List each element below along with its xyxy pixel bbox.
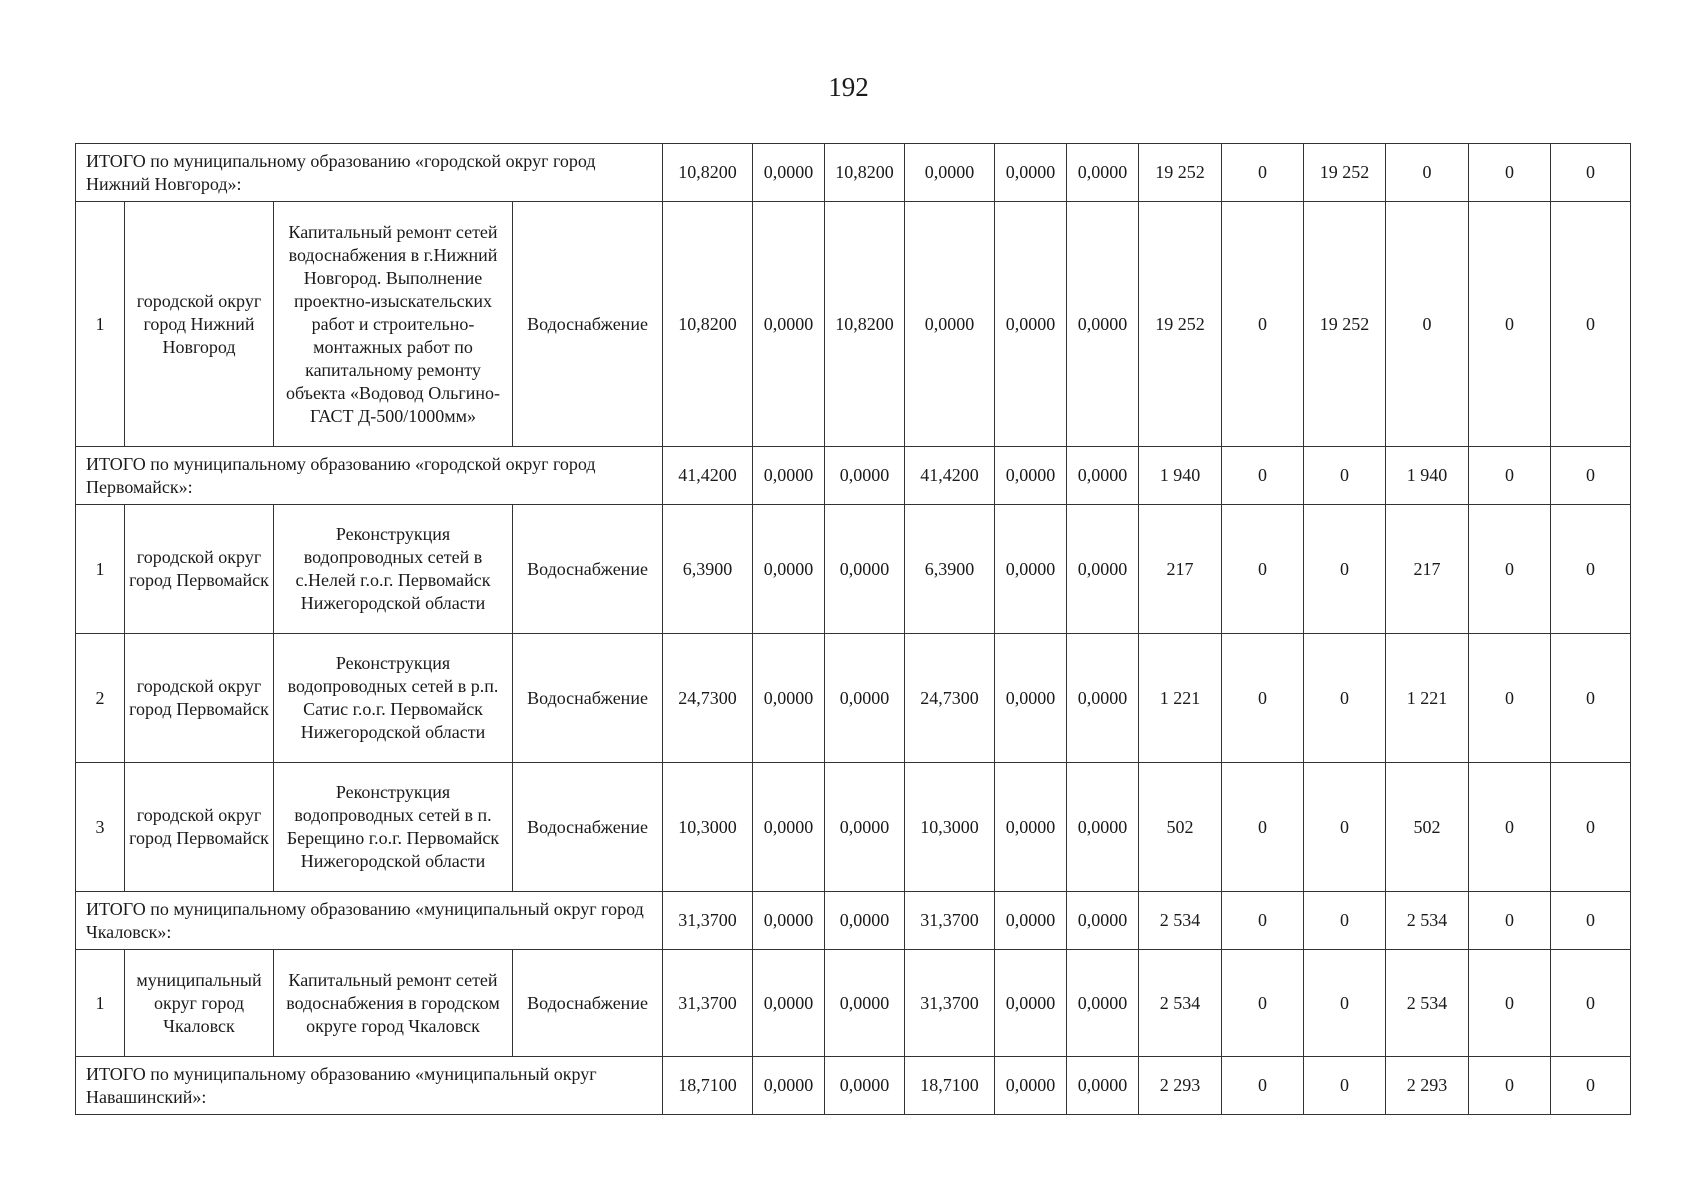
value-cell: 10,8200 bbox=[825, 202, 905, 447]
value-cell: 0,0000 bbox=[825, 950, 905, 1057]
value-cell: 217 bbox=[1139, 505, 1222, 634]
value-cell: 6,3900 bbox=[905, 505, 995, 634]
value-cell: 0 bbox=[1222, 202, 1304, 447]
total-row bbox=[76, 1057, 1631, 1115]
value-cell: 0 bbox=[1469, 1057, 1551, 1115]
value-cell: 0 bbox=[1386, 202, 1469, 447]
item-row bbox=[76, 950, 1631, 1057]
value-cell: 0,0000 bbox=[753, 950, 825, 1057]
category-cell: Водоснабжение bbox=[513, 950, 663, 1057]
value-cell: 19 252 bbox=[1304, 144, 1386, 202]
value-cell: 0 bbox=[1469, 763, 1551, 892]
value-cell: 10,3000 bbox=[663, 763, 753, 892]
value-cell: 0 bbox=[1222, 892, 1304, 950]
total-label: ИТОГО по муниципальному образованию «городской округ город Нижний Новгород»: bbox=[76, 144, 663, 202]
value-cell: 0,0000 bbox=[1067, 505, 1139, 634]
value-cell: 41,4200 bbox=[905, 447, 995, 505]
value-cell: 31,3700 bbox=[663, 950, 753, 1057]
value-cell: 19 252 bbox=[1304, 202, 1386, 447]
value-cell: 18,7100 bbox=[663, 1057, 753, 1115]
value-cell: 217 bbox=[1386, 505, 1469, 634]
total-row bbox=[76, 144, 1631, 202]
page-number: 192 bbox=[828, 72, 869, 102]
row-number: 1 bbox=[76, 202, 125, 447]
value-cell: 0 bbox=[1551, 1057, 1631, 1115]
value-cell: 24,7300 bbox=[663, 634, 753, 763]
value-cell: 10,8200 bbox=[825, 144, 905, 202]
value-cell: 0,0000 bbox=[825, 763, 905, 892]
value-cell: 0 bbox=[1222, 634, 1304, 763]
item-row bbox=[76, 763, 1631, 892]
value-cell: 0,0000 bbox=[905, 144, 995, 202]
value-cell: 0 bbox=[1551, 634, 1631, 763]
value-cell: 24,7300 bbox=[905, 634, 995, 763]
value-cell: 0,0000 bbox=[995, 892, 1067, 950]
value-cell: 0,0000 bbox=[825, 634, 905, 763]
total-row bbox=[76, 447, 1631, 505]
total-label: ИТОГО по муниципальному образованию «городской округ город Первомайск»: bbox=[76, 447, 663, 505]
value-cell: 0 bbox=[1222, 447, 1304, 505]
value-cell: 0,0000 bbox=[1067, 950, 1139, 1057]
value-cell: 31,3700 bbox=[905, 892, 995, 950]
value-cell: 0 bbox=[1551, 144, 1631, 202]
object-cell: Реконструкция водопроводных сетей в р.п. Сатис г.о.г. Первомайск Нижегородской области bbox=[274, 634, 513, 763]
value-cell: 18,7100 bbox=[905, 1057, 995, 1115]
value-cell: 0 bbox=[1304, 634, 1386, 763]
district-cell: городской округ город Первомайск bbox=[125, 634, 274, 763]
value-cell: 10,8200 bbox=[663, 202, 753, 447]
value-cell: 2 534 bbox=[1386, 950, 1469, 1057]
value-cell: 1 940 bbox=[1139, 447, 1222, 505]
value-cell: 0 bbox=[1386, 144, 1469, 202]
value-cell: 41,4200 bbox=[663, 447, 753, 505]
value-cell: 6,3900 bbox=[663, 505, 753, 634]
value-cell: 10,3000 bbox=[905, 763, 995, 892]
row-number: 1 bbox=[76, 505, 125, 634]
value-cell: 0,0000 bbox=[1067, 447, 1139, 505]
value-cell: 0 bbox=[1469, 144, 1551, 202]
value-cell: 0,0000 bbox=[825, 505, 905, 634]
value-cell: 1 940 bbox=[1386, 447, 1469, 505]
value-cell: 0 bbox=[1469, 950, 1551, 1057]
value-cell: 0 bbox=[1551, 892, 1631, 950]
value-cell: 10,8200 bbox=[663, 144, 753, 202]
value-cell: 0 bbox=[1469, 505, 1551, 634]
value-cell: 0,0000 bbox=[1067, 634, 1139, 763]
row-number: 3 bbox=[76, 763, 125, 892]
value-cell: 0,0000 bbox=[995, 505, 1067, 634]
value-cell: 502 bbox=[1139, 763, 1222, 892]
category-cell: Водоснабжение bbox=[513, 202, 663, 447]
object-cell: Капитальный ремонт сетей водоснабжения в г.Нижний Новгород. Выполнение проектно-изыскательских работ и строительно-монтажных работ по капитальному ремонту объекта «Водовод Ольгино-ГАСТ Д-500/1000мм» bbox=[274, 202, 513, 447]
value-cell: 0,0000 bbox=[753, 763, 825, 892]
value-cell: 1 221 bbox=[1139, 634, 1222, 763]
value-cell: 0,0000 bbox=[753, 202, 825, 447]
value-cell: 0,0000 bbox=[1067, 144, 1139, 202]
value-cell: 0,0000 bbox=[995, 447, 1067, 505]
district-cell: городской округ город Первомайск bbox=[125, 505, 274, 634]
value-cell: 0,0000 bbox=[825, 892, 905, 950]
value-cell: 0 bbox=[1304, 505, 1386, 634]
program-table bbox=[75, 143, 1631, 1115]
district-cell: муниципальный округ город Чкаловск bbox=[125, 950, 274, 1057]
value-cell: 0,0000 bbox=[995, 950, 1067, 1057]
category-cell: Водоснабжение bbox=[513, 505, 663, 634]
value-cell: 0 bbox=[1222, 950, 1304, 1057]
value-cell: 0 bbox=[1222, 763, 1304, 892]
value-cell: 0,0000 bbox=[753, 634, 825, 763]
value-cell: 0,0000 bbox=[753, 447, 825, 505]
value-cell: 0,0000 bbox=[753, 505, 825, 634]
value-cell: 0,0000 bbox=[905, 202, 995, 447]
total-label: ИТОГО по муниципальному образованию «муниципальный округ Навашинский»: bbox=[76, 1057, 663, 1115]
value-cell: 0 bbox=[1222, 1057, 1304, 1115]
value-cell: 0 bbox=[1304, 950, 1386, 1057]
value-cell: 0,0000 bbox=[753, 1057, 825, 1115]
value-cell: 0,0000 bbox=[995, 202, 1067, 447]
value-cell: 2 534 bbox=[1139, 892, 1222, 950]
value-cell: 0,0000 bbox=[1067, 202, 1139, 447]
value-cell: 0 bbox=[1551, 202, 1631, 447]
value-cell: 0,0000 bbox=[995, 634, 1067, 763]
item-row bbox=[76, 505, 1631, 634]
value-cell: 2 293 bbox=[1139, 1057, 1222, 1115]
item-row bbox=[76, 634, 1631, 763]
district-cell: городской округ город Первомайск bbox=[125, 763, 274, 892]
value-cell: 2 534 bbox=[1139, 950, 1222, 1057]
value-cell: 0,0000 bbox=[1067, 763, 1139, 892]
value-cell: 0 bbox=[1222, 505, 1304, 634]
value-cell: 0 bbox=[1469, 892, 1551, 950]
value-cell: 31,3700 bbox=[663, 892, 753, 950]
row-number: 2 bbox=[76, 634, 125, 763]
value-cell: 0,0000 bbox=[995, 763, 1067, 892]
value-cell: 0 bbox=[1551, 447, 1631, 505]
value-cell: 0,0000 bbox=[753, 144, 825, 202]
value-cell: 0,0000 bbox=[825, 1057, 905, 1115]
value-cell: 0 bbox=[1304, 892, 1386, 950]
category-cell: Водоснабжение bbox=[513, 763, 663, 892]
value-cell: 0 bbox=[1551, 950, 1631, 1057]
value-cell: 0,0000 bbox=[753, 892, 825, 950]
object-cell: Реконструкция водопроводных сетей в с.Нелей г.о.г. Первомайск Нижегородской области bbox=[274, 505, 513, 634]
value-cell: 0,0000 bbox=[1067, 1057, 1139, 1115]
item-row bbox=[76, 202, 1631, 447]
value-cell: 0,0000 bbox=[995, 1057, 1067, 1115]
value-cell: 0,0000 bbox=[995, 144, 1067, 202]
value-cell: 0 bbox=[1304, 447, 1386, 505]
value-cell: 0 bbox=[1551, 763, 1631, 892]
object-cell: Капитальный ремонт сетей водоснабжения в городском округе город Чкаловск bbox=[274, 950, 513, 1057]
value-cell: 0 bbox=[1551, 505, 1631, 634]
value-cell: 0 bbox=[1469, 447, 1551, 505]
total-row bbox=[76, 892, 1631, 950]
value-cell: 0,0000 bbox=[1067, 892, 1139, 950]
value-cell: 2 534 bbox=[1386, 892, 1469, 950]
value-cell: 2 293 bbox=[1386, 1057, 1469, 1115]
district-cell: городской округ город Нижний Новгород bbox=[125, 202, 274, 447]
value-cell: 0,0000 bbox=[825, 447, 905, 505]
value-cell: 0 bbox=[1304, 763, 1386, 892]
value-cell: 0 bbox=[1469, 634, 1551, 763]
object-cell: Реконструкция водопроводных сетей в п. Берещино г.о.г. Первомайск Нижегородской области bbox=[274, 763, 513, 892]
value-cell: 1 221 bbox=[1386, 634, 1469, 763]
value-cell: 31,3700 bbox=[905, 950, 995, 1057]
total-label: ИТОГО по муниципальному образованию «муниципальный округ город Чкаловск»: bbox=[76, 892, 663, 950]
value-cell: 19 252 bbox=[1139, 202, 1222, 447]
value-cell: 19 252 bbox=[1139, 144, 1222, 202]
value-cell: 502 bbox=[1386, 763, 1469, 892]
category-cell: Водоснабжение bbox=[513, 634, 663, 763]
row-number: 1 bbox=[76, 950, 125, 1057]
value-cell: 0 bbox=[1222, 144, 1304, 202]
value-cell: 0 bbox=[1469, 202, 1551, 447]
value-cell: 0 bbox=[1304, 1057, 1386, 1115]
